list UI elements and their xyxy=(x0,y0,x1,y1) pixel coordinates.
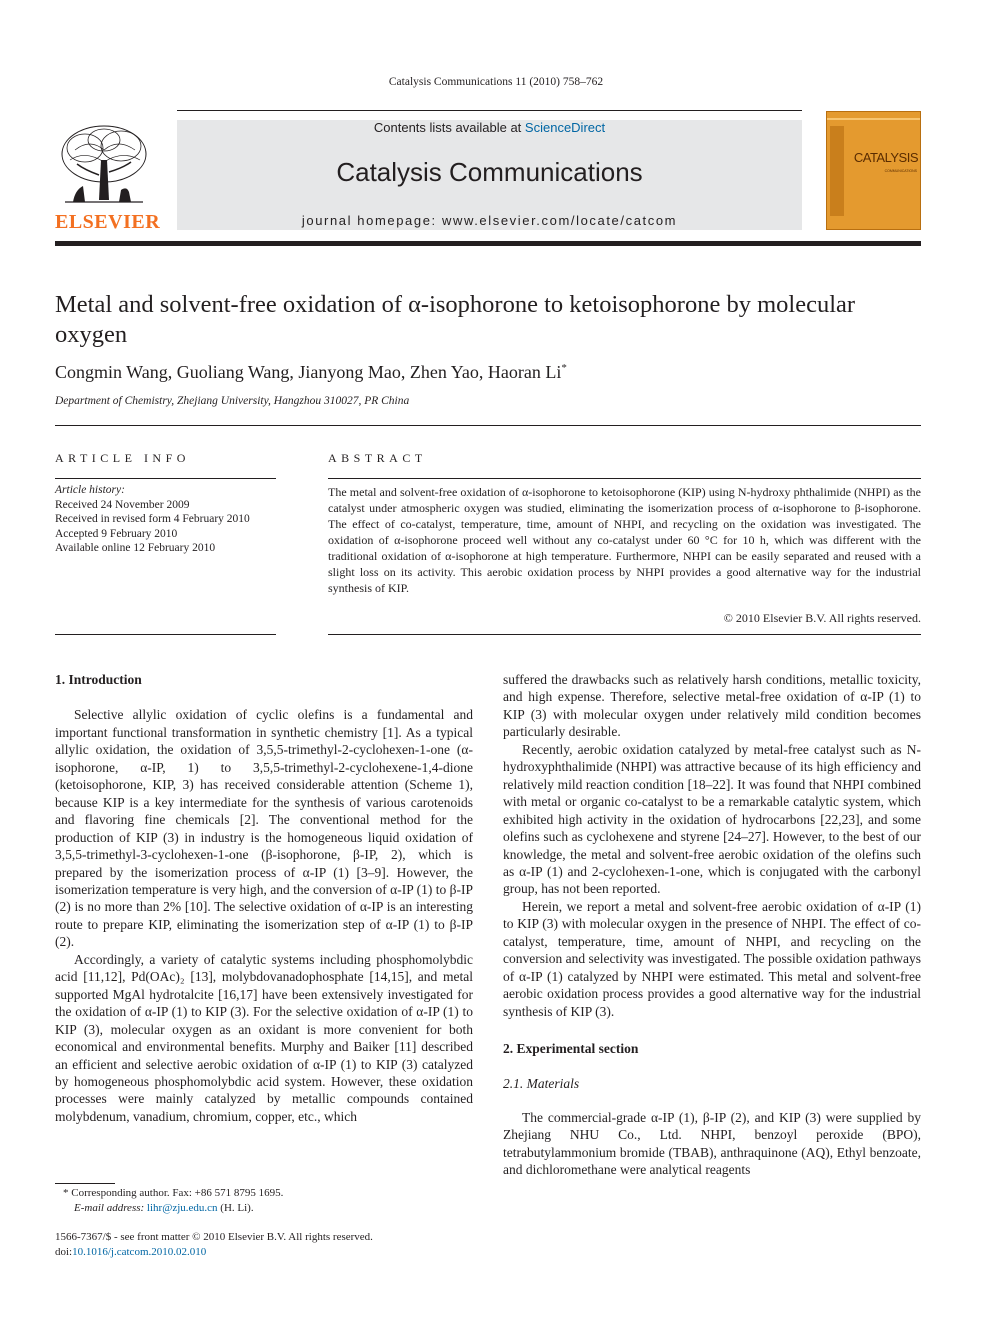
footnote xyxy=(55,1186,475,1215)
authors: Congmin Wang, Guoliang Wang, Jianyong Mao, Zhen Yao, Haoran Li xyxy=(55,362,562,382)
history-label: Article history: xyxy=(55,484,125,496)
body-left-column xyxy=(55,671,473,1125)
article-info-rule-bottom xyxy=(55,634,276,635)
article-title: Metal and solvent-free oxidation of α-isophorone to ketoisophorone by molecular oxygen xyxy=(55,291,856,348)
author-list xyxy=(55,362,921,383)
issn-line: 1566-7367/$ - see front matter © 2010 Elsevier B.V. All rights reserved. xyxy=(55,1231,373,1243)
materials-paragraph: The commercial-grade α-IP (1), β-IP (2), and KIP (3) were supplied by Zhejiang NHU Co., Ltd. NHPI, benzoyl peroxide (BPO), tetrabutylammonium bromide (TBAB), anthraquinone (AQ), Ethyl benzoate, and dichloromethane were analytical reagents xyxy=(503,1109,921,1178)
email-link[interactable]: lihr@zju.edu.cn xyxy=(146,1201,218,1214)
title-rule xyxy=(55,425,921,426)
abstract-heading: ABSTRACT xyxy=(328,451,427,465)
doi-link[interactable]: 10.1016/j.catcom.2010.02.010 xyxy=(72,1245,207,1258)
cover-band xyxy=(827,118,920,120)
abstract-rule-bottom xyxy=(328,634,921,635)
page-footer xyxy=(55,1230,535,1259)
section-heading-experimental: 2. Experimental section xyxy=(503,1041,639,1057)
header-rule xyxy=(177,110,802,111)
sciencedirect-link[interactable]: ScienceDirect xyxy=(524,120,606,135)
abstract-rule-top xyxy=(328,478,921,479)
intro-paragraph-3: Recently, aerobic oxidation catalyzed by metal-free catalyst such as N-hydroxyphthalimide (NHPI) was attractive because of its high efficiency and relatively mild reaction condition [18–22]. It was found that NHPI combined with metal or organic co-catalyst to be a remarkable catalytic system, which exhibited high activity in the oxidation of hydrocarbons [22,23], and some olefins such as cyclohexene and styrene [24–27]. However, to the best of our knowledge, the metal and solvent-free aerobic oxidation of the olefins such as α-IP (1) and 2-cyclohexen-1-one, which is conjugated with the carbonyl group, has not been reported. xyxy=(503,741,921,897)
tree-icon xyxy=(55,120,153,210)
history-accepted: Accepted 9 February 2010 xyxy=(55,527,178,540)
article-history xyxy=(55,483,276,556)
footnote-rule xyxy=(55,1183,115,1184)
cover-subtitle: COMMUNICATIONS xyxy=(884,169,917,173)
subsection-heading-materials: 2.1. Materials xyxy=(503,1075,580,1091)
cover-side-bar xyxy=(830,126,844,216)
abstract-copyright: © 2010 Elsevier B.V. All rights reserved. xyxy=(723,611,921,625)
corresponding-mark[interactable]: * xyxy=(561,362,567,374)
email-label: E-mail address: xyxy=(74,1201,145,1214)
elsevier-wordmark: ELSEVIER xyxy=(55,211,161,233)
affiliation: Department of Chemistry, Zhejiang University, Hangzhou 310027, PR China xyxy=(55,395,410,407)
intro-paragraph-2-continued: suffered the drawbacks such as relatively harsh conditions, metallic toxicity, and high expense. Therefore, selective metal-free oxidation of α-IP (1) to KIP (3) with molecular oxygen under relatively mild condition becomes particularly desirable. xyxy=(503,672,921,740)
history-online: Available online 12 February 2010 xyxy=(55,542,216,555)
article-info-rule-top xyxy=(55,478,276,479)
article-info-heading: ARTICLE INFO xyxy=(55,451,190,465)
abstract-text: The metal and solvent-free oxidation of α-isophorone to ketoisophorone (KIP) using N-hydroxy phthalimide (NHPI) as the catalyst under atmospheric oxygen was studied, eliminating the isomerization process of α-isophorone to β-isophorone. The effect of co-catalyst, temperature, time, amount of NHPI, and recycling on the oxidation was investigated. The oxidation of α-isophorone proceed well without any co-catalyst under 60 °C for 10 h, which was different with the traditional oxidation of α-isophorone at high temperature. Furthermore, NHPI can be easily separated and reused with a slight loss on its activity. This aerobic oxidation process by NHPI provides a good alternative way for the industrial synthesis of KIP. xyxy=(328,485,921,595)
doi-prefix: doi: xyxy=(55,1245,73,1258)
body-right-column xyxy=(503,671,921,1179)
contents-prefix: Contents lists available at xyxy=(373,120,522,135)
section-heading-introduction: 1. Introduction xyxy=(55,672,142,687)
cover-title: CATALYSIS xyxy=(853,150,918,165)
email-suffix: (H. Li). xyxy=(220,1201,254,1214)
journal-cover xyxy=(826,111,921,230)
intro-paragraph-1: Selective allylic oxidation of cyclic olefins is a fundamental and important functional transformation in synthetic chemistry [1]. As a typical allylic oxidation, the oxidation of 3,5,5-trimethyl-2-cyclohexen-1-one (α-isophorone, α-IP, 1) to 3,5,5-trimethyl-2-cyclohexene-1,4-dione (ketoisophorone, KIP, 3) has received considerable attention (Scheme 1), because KIP is a key intermediate for the synthesis of various carotenoids and flavoring fine chemicals [2]. The conventional method for the production of KIP (3) in industry is the homogeneous liquid oxidation of 3,5,5-trimethyl-3-cyclohexen-1-one (β-isophorone, β-IP, 2), which is prepared by the isomerization process of α-IP (1) [3–9]. However, the isomerization temperature is very high, and the conversion of α-IP (1) to β-IP (2) is no more than 2% [10]. The selective oxidation of α-IP is an interesting route to prepare KIP, eliminating the isomerization step of α-IP (1) to β-IP (2). xyxy=(55,707,473,950)
history-received: Received 24 November 2009 xyxy=(55,498,190,511)
journal-title: Catalysis Communications xyxy=(336,157,643,187)
header-thick-rule xyxy=(55,241,921,246)
contents-line xyxy=(177,120,802,135)
history-revised: Received in revised form 4 February 2010 xyxy=(55,513,250,526)
journal-homepage[interactable]: journal homepage: www.elsevier.com/locate/catcom xyxy=(301,213,678,228)
corresponding-author-note: * Corresponding author. Fax: +86 571 8795 1695. xyxy=(63,1187,284,1199)
intro-paragraph-4: Herein, we report a metal and solvent-free aerobic oxidation of α-IP (1) to KIP (3) with molecular oxygen in the presence of NHPI. The effect of co-catalyst, temperature, time, amount of NHPI, and recycling on the conversion and selectivity was investigated. The possible oxidation pathways of α-IP (1) catalyzed by NHPI were estimated. This metal and solvent-free aerobic oxidation process provides a good alternative way for the industrial synthesis of KIP (3). xyxy=(503,898,921,1019)
journal-citation: Catalysis Communications 11 (2010) 758–762 xyxy=(388,76,604,88)
intro-paragraph-2: Accordingly, a variety of catalytic systems including phosphomolybdic acid [11,12], Pd(OAc)₂ [13], molybdovanadophosphate [14,15], and metal supported MgAl hydrotalcite [16,17] have been extensively investigated for the oxidation of α-IP (1) to KIP (3). For the selective oxidation of α-IP (1) to KIP (3), molecular oxygen as an oxidant is more convenient for both economical and environmental benefits. Murphy and Baiker [11] described an efficient and selective aerobic oxidation of α-IP (1) to KIP (3) catalyzed by homogeneous phosphomolybdic acid system. However, these oxidation processes were mainly catalyzed by metallic compounds contained molybdenum, vanadium, chromium, copper, etc., which xyxy=(55,951,473,1124)
